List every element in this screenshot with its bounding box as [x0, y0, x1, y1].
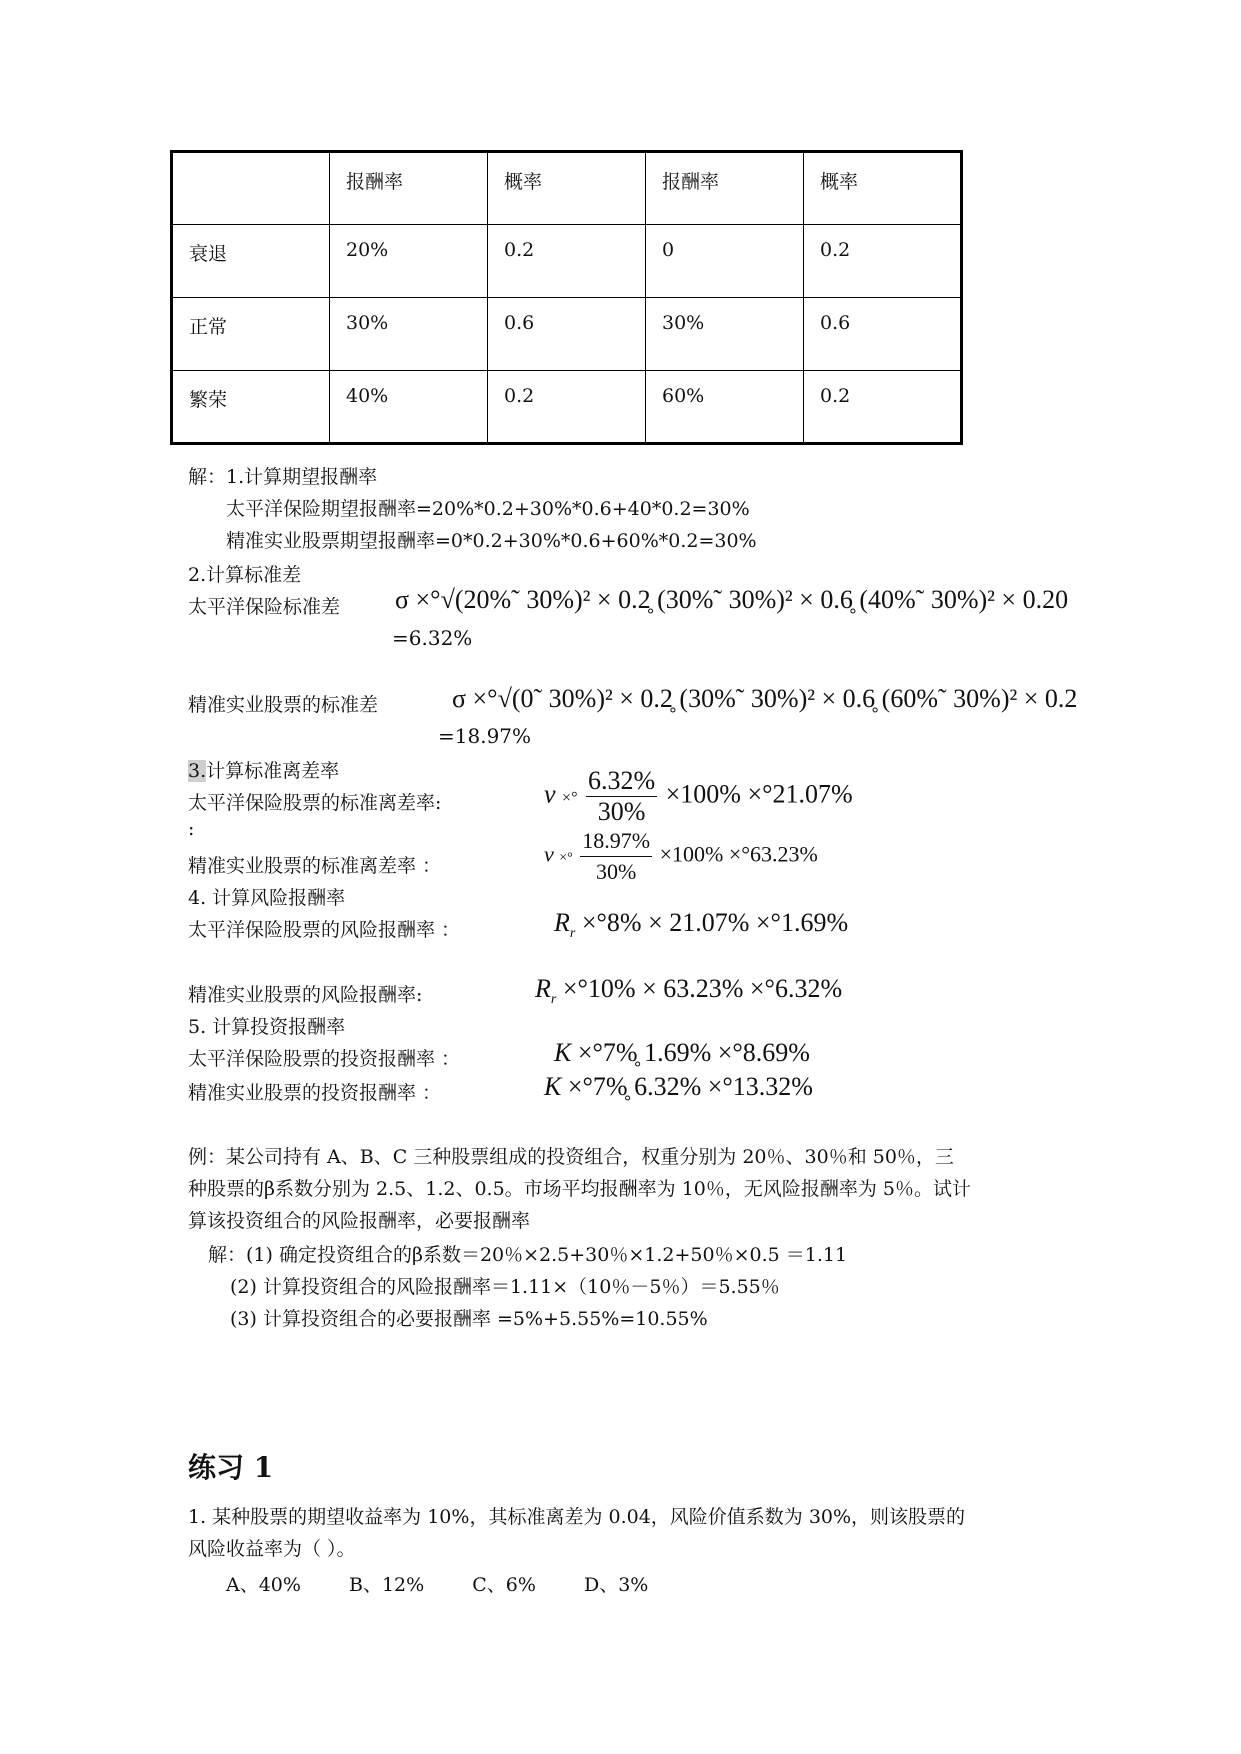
exercise-heading: 练习 1	[188, 1451, 274, 1484]
table-row	[172, 371, 962, 444]
r-subscript: r	[550, 992, 557, 1008]
formula-rest: ×°7%̥ 1.69% ×°8.69%	[577, 1038, 810, 1067]
step4-a-label: 太平洋保险股票的风险报酬率 ：	[188, 919, 461, 941]
table-cell: 衰退	[172, 225, 330, 298]
denominator: 30%	[597, 797, 646, 826]
example-line3: 算该投资组合的风险报酬率，必要报酬率	[188, 1210, 531, 1232]
table-cell: 0.6	[804, 298, 962, 371]
step2-b-result: =18.97%	[438, 724, 532, 748]
numerator: 6.32%	[587, 766, 656, 795]
step5-a-formula	[554, 1038, 810, 1068]
step3-a-colon: :	[188, 818, 195, 840]
table-row	[172, 225, 962, 298]
step5-b-label: 精准实业股票的投资报酬率 ：	[188, 1082, 442, 1104]
example-solution-2: (2) 计算投资组合的风险报酬率＝1.11×（10％－5％）＝5.55％	[230, 1276, 780, 1298]
step4-title: 4. 计算风险报酬率	[188, 887, 346, 909]
r-subscript: r	[569, 926, 576, 942]
table-row	[172, 298, 962, 371]
table-header-row	[172, 152, 962, 225]
denominator: 30%	[596, 859, 637, 884]
table-cell: 60%	[646, 371, 804, 444]
v-symbol: v	[544, 841, 554, 867]
step1-title: 解：1.计算期望报酬率	[188, 466, 378, 488]
formula-rest: ×°10% × 63.23% ×°6.32%	[562, 974, 843, 1003]
step5-b-formula	[544, 1072, 813, 1102]
formula-rest: ×°7%̥ 6.32% ×°13.32%	[567, 1072, 813, 1101]
option-d[interactable]: D、3%	[583, 1574, 649, 1596]
table-header-cell: 报酬率	[330, 152, 488, 225]
question-1-line2: 风险收益率为（ ）。	[188, 1538, 356, 1560]
formula-rest: ×100% ×°63.23%	[659, 841, 818, 867]
table-header-cell: 报酬率	[646, 152, 804, 225]
step3-b-label: 精准实业股票的标准离差率 ：	[188, 855, 442, 877]
K-symbol: K	[554, 1038, 572, 1067]
step4-b-label: 精准实业股票的风险报酬率:	[188, 984, 423, 1006]
numerator: 18.97%	[580, 826, 652, 857]
step2-a-result: =6.32%	[392, 626, 473, 650]
step2-a-label: 太平洋保险标准差	[188, 596, 341, 618]
fraction	[580, 826, 652, 887]
step2-a-formula: σ ×°√(20%˜ 30%)² × 0.2̥ (30%˜ 30%)² × 0.6̥ (40%˜ 30%)² × 0.20	[395, 585, 1069, 614]
step4-b-formula	[535, 974, 842, 1008]
option-c[interactable]: C、6%	[472, 1574, 536, 1596]
step3-b-formula: v ×° $\frac{18.97\%}{30\%}$ ×100% ×°63.23%	[544, 826, 818, 887]
step3-number: 3.	[188, 760, 207, 782]
step1-line2: 精准实业股票期望报酬率=0*0.2+30%*0.6+60%*0.2=30%	[226, 530, 757, 552]
table-cell: 繁荣	[172, 371, 330, 444]
fraction	[586, 766, 657, 827]
formula-rest: ×°8% × 21.07% ×°1.69%	[581, 908, 849, 937]
returns-table	[170, 150, 963, 445]
table-cell: 0.2	[804, 371, 962, 444]
table-cell: 0	[646, 225, 804, 298]
table-cell: 0.2	[488, 225, 646, 298]
table-cell: 0.2	[488, 371, 646, 444]
example-line1: 例：某公司持有 A、B、C 三种股票组成的投资组合，权重分别为 20％、30％和 50％，三	[188, 1146, 954, 1168]
table-cell: 0.6	[488, 298, 646, 371]
option-a[interactable]: A、40%	[226, 1574, 301, 1596]
table-cell: 正常	[172, 298, 330, 371]
example-solution-1: 解：(1) 确定投资组合的β系数＝20％×2.5+30％×1.2+50％×0.5 ＝1.11	[208, 1244, 848, 1266]
table-cell: 0.2	[804, 225, 962, 298]
table-cell: 30%	[330, 298, 488, 371]
table-cell: 20%	[330, 225, 488, 298]
table-header-cell: 概率	[804, 152, 962, 225]
step2-title: 2.计算标准差	[188, 564, 302, 586]
step5-title: 5. 计算投资报酬率	[188, 1016, 346, 1038]
step3-a-label: 太平洋保险股票的标准离差率:	[188, 792, 442, 814]
step1-line1: 太平洋保险期望报酬率=20%*0.2+30%*0.6+40*0.2=30%	[226, 498, 750, 520]
table-header-cell: 概率	[488, 152, 646, 225]
step2-b-label: 精准实业股票的标准差	[188, 694, 379, 716]
question-1-line1: 1. 某种股票的期望收益率为 10%，其标准离差为 0.04，风险价值系数为 30%，则该股票的	[188, 1506, 966, 1528]
table-header-cell	[172, 152, 330, 225]
R-symbol: R	[535, 974, 551, 1003]
step4-a-formula	[554, 908, 848, 942]
v-symbol: v	[544, 779, 556, 809]
table-cell: 40%	[330, 371, 488, 444]
table-cell: 30%	[646, 298, 804, 371]
step3-title: 计算标准离差率	[206, 760, 340, 782]
example-solution-3: (3) 计算投资组合的必要报酬率 =5%+5.55%=10.55%	[230, 1308, 708, 1330]
option-b[interactable]: B、12%	[349, 1574, 425, 1596]
step2-b-formula: σ ×°√(0˜ 30%)² × 0.2̥ (30%˜ 30%)² × 0.6̥ (60%˜ 30%)² × 0.2	[452, 684, 1078, 713]
formula-rest: ×100% ×°21.07%	[665, 779, 853, 809]
answer-options	[226, 1570, 648, 1597]
step3-title-line	[188, 756, 339, 783]
example-line2: 种股票的β系数分别为 2.5、1.2、0.5。市场平均报酬率为 10％，无风险报酬率为 5％。试计	[188, 1178, 972, 1200]
R-symbol: R	[554, 908, 570, 937]
K-symbol: K	[544, 1072, 562, 1101]
step5-a-label: 太平洋保险股票的投资报酬率 ：	[188, 1048, 461, 1070]
step3-a-formula: v ×° $\frac{6.32\%}{30\%}$ ×100% ×°21.07%	[544, 766, 853, 826]
